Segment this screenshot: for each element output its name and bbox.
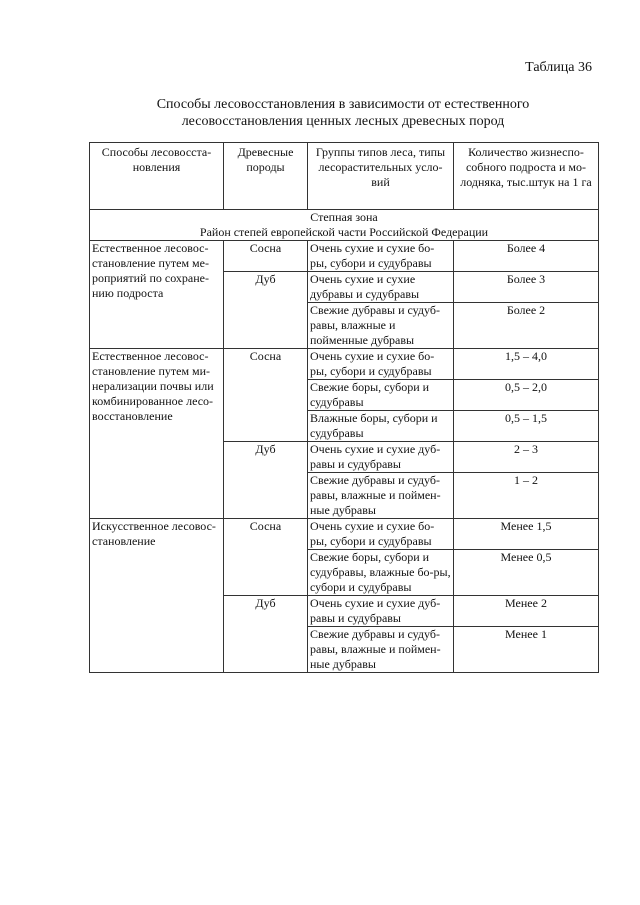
header-groups: Группы типов леса, типы лесорастительных усло-вий	[308, 143, 454, 210]
forest-group-cell: Очень сухие и сухие бо-ры, субори и судубравы	[308, 241, 454, 272]
reforestation-table	[89, 142, 599, 673]
forest-group-cell: Свежие дубравы и судуб-равы, влажные и поймен-ные дубравы	[308, 473, 454, 519]
header-amount: Количество жизнеспо-собного подроста и мо-лодняка, тыс.штук на 1 га	[454, 143, 599, 210]
amount-cell: Менее 2	[454, 596, 599, 627]
amount-cell: Менее 1,5	[454, 519, 599, 550]
table-body	[90, 210, 599, 673]
species-cell: Сосна	[224, 519, 308, 596]
forest-group-cell: Свежие боры, субори и судубравы, влажные бо-ры, субори и судубравы	[308, 550, 454, 596]
title-line-2: лесовосстановления ценных лесных древесных пород	[181, 114, 505, 129]
forest-group-cell: Очень сухие и сухие бо-ры, субори и судубравы	[308, 519, 454, 550]
forest-group-cell: Очень сухие и сухие бо-ры, субори и судубравы	[308, 349, 454, 380]
forest-group-cell: Свежие боры, субори и судубравы	[308, 380, 454, 411]
species-cell: Сосна	[224, 241, 308, 272]
table-number: Таблица 36	[525, 60, 592, 75]
amount-cell: 0,5 – 1,5	[454, 411, 599, 442]
forest-group-cell: Очень сухие и сухие дуб-равы и судубравы	[308, 596, 454, 627]
amount-cell: Менее 0,5	[454, 550, 599, 596]
forest-group-cell: Свежие дубравы и судуб-равы, влажные и поймен-ные дубравы	[308, 627, 454, 673]
method-cell: Искусственное лесовос-становление	[90, 519, 224, 673]
amount-cell: Более 3	[454, 272, 599, 303]
header-species: Древесные породы	[224, 143, 308, 210]
amount-cell: Более 4	[454, 241, 599, 272]
method-cell: Естественное лесовос-становление путем ме-роприятий по сохране-нию подроста	[90, 241, 224, 349]
zone-name: Степная зона	[310, 210, 378, 224]
table-row	[90, 241, 599, 272]
table-title	[60, 96, 626, 130]
forest-group-cell: Очень сухие и сухие дуб-равы и судубравы	[308, 442, 454, 473]
amount-cell: Менее 1	[454, 627, 599, 673]
forest-group-cell: Свежие дубравы и судуб-равы, влажные и пойменные дубравы	[308, 303, 454, 349]
header-method: Способы лесовосста-новления	[90, 143, 224, 210]
zone-cell	[90, 210, 599, 241]
amount-cell: 1,5 – 4,0	[454, 349, 599, 380]
amount-cell: 2 – 3	[454, 442, 599, 473]
method-cell: Естественное лесовос-становление путем ми-нерализации почвы или комбинированное лесо-восстановление	[90, 349, 224, 519]
species-cell: Дуб	[224, 596, 308, 673]
zone-row	[90, 210, 599, 241]
amount-cell: 0,5 – 2,0	[454, 380, 599, 411]
forest-group-cell: Очень сухие и сухие дубравы и судубравы	[308, 272, 454, 303]
title-line-1: Способы лесовосстановления в зависимости от естественного	[156, 97, 530, 112]
amount-cell: Более 2	[454, 303, 599, 349]
header-row	[90, 143, 599, 210]
species-cell: Дуб	[224, 272, 308, 349]
zone-region: Район степей европейской части Российской Федерации	[199, 225, 489, 239]
species-cell: Дуб	[224, 442, 308, 519]
table-row	[90, 519, 599, 550]
table-row	[90, 349, 599, 380]
species-cell: Сосна	[224, 349, 308, 442]
amount-cell: 1 – 2	[454, 473, 599, 519]
forest-group-cell: Влажные боры, субори и судубравы	[308, 411, 454, 442]
